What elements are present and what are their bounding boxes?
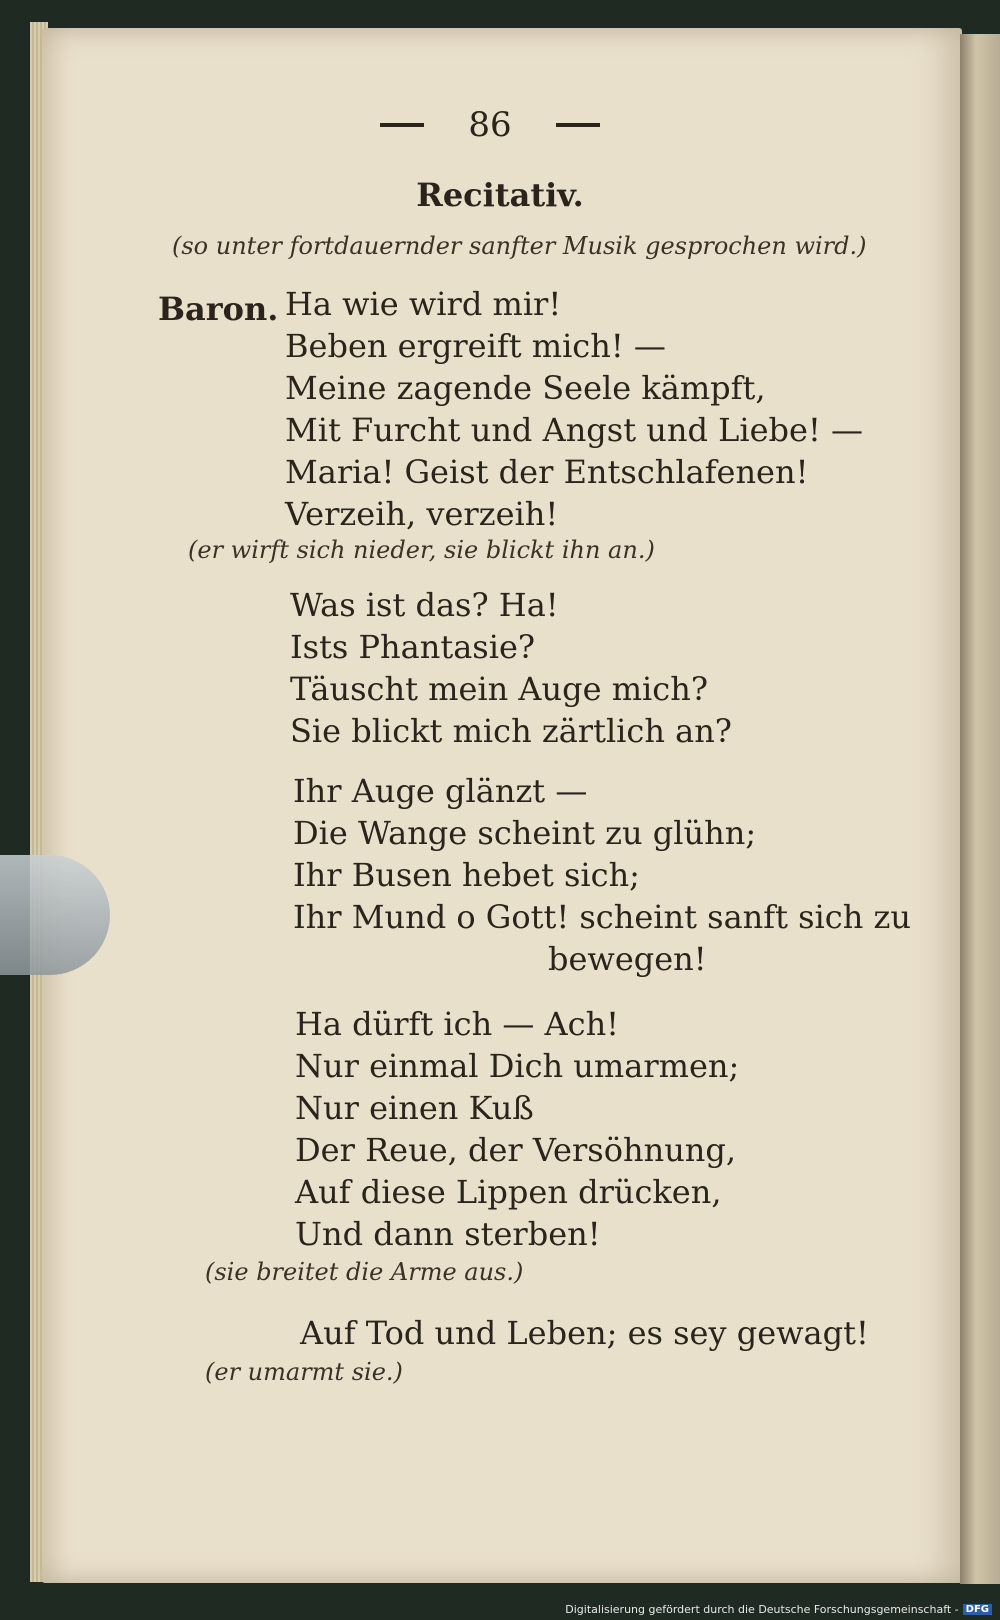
stanza-1 xyxy=(285,283,863,535)
verse-line: Beben ergreift mich! — xyxy=(285,327,666,365)
verse-line: Der Reue, der Versöhnung, xyxy=(295,1131,737,1169)
verse-line: Maria! Geist der Entschlafenen! xyxy=(285,453,809,491)
verse-line: Was ist das? Ha! xyxy=(290,586,559,624)
facing-page-edge xyxy=(960,34,1000,1584)
verse-line: Nur einmal Dich umarmen; xyxy=(295,1047,740,1085)
verse-line: Täuscht mein Auge mich? xyxy=(290,670,708,708)
verse-line: Meine zagende Seele kämpft, xyxy=(285,369,766,407)
verse-line: Ihr Auge glänzt — xyxy=(293,772,588,810)
header-dash-left xyxy=(380,123,424,127)
verse-line: Verzeih, verzeih! xyxy=(285,495,559,533)
stanza-4 xyxy=(295,1003,739,1255)
verse-line: Nur einen Kuß xyxy=(295,1089,534,1127)
stage-direction: (er wirft sich nieder, sie blickt ihn an.) xyxy=(188,536,655,564)
verse-continuation: bewegen! xyxy=(548,940,707,978)
verse-line: Mit Furcht und Angst und Liebe! — xyxy=(285,411,863,449)
verse-line: Die Wange scheint zu glühn; xyxy=(293,814,757,852)
verse-line: Ha wie wird mir! xyxy=(285,285,562,323)
header-dash-right xyxy=(556,123,600,127)
stage-direction: (er umarmt sie.) xyxy=(205,1358,403,1386)
stage-direction: (so unter fortdauernder sanfter Musik gesprochen wird.) xyxy=(172,232,867,260)
speaker-name: Baron. xyxy=(158,290,279,328)
footer xyxy=(565,1603,992,1616)
verse-line: Auf Tod und Leben; es sey gewagt! xyxy=(300,1314,869,1352)
verse-line: Ha dürft ich — Ach! xyxy=(295,1005,620,1043)
verse-line: Auf diese Lippen drücken, xyxy=(295,1173,722,1211)
verse-line: Und dann sterben! xyxy=(295,1215,601,1253)
verse-line: Ists Phantasie? xyxy=(290,628,536,666)
verse-line: Sie blickt mich zärtlich an? xyxy=(290,712,732,750)
dfg-logo: DFG xyxy=(963,1604,992,1615)
stanza-2 xyxy=(290,584,732,752)
verse-line: Ihr Busen hebet sich; xyxy=(293,856,640,894)
stage-direction: (sie breitet die Arme aus.) xyxy=(205,1258,524,1286)
section-heading: Recitativ. xyxy=(416,176,584,214)
stanza-3 xyxy=(293,770,911,938)
page-number: 86 xyxy=(468,105,512,145)
footer-credit: Digitalisierung gefördert durch die Deutsche Forschungsgemeinschaft - xyxy=(565,1603,959,1616)
page-header xyxy=(380,100,600,150)
verse-line: Ihr Mund o Gott! scheint sanft sich zu xyxy=(293,898,911,936)
